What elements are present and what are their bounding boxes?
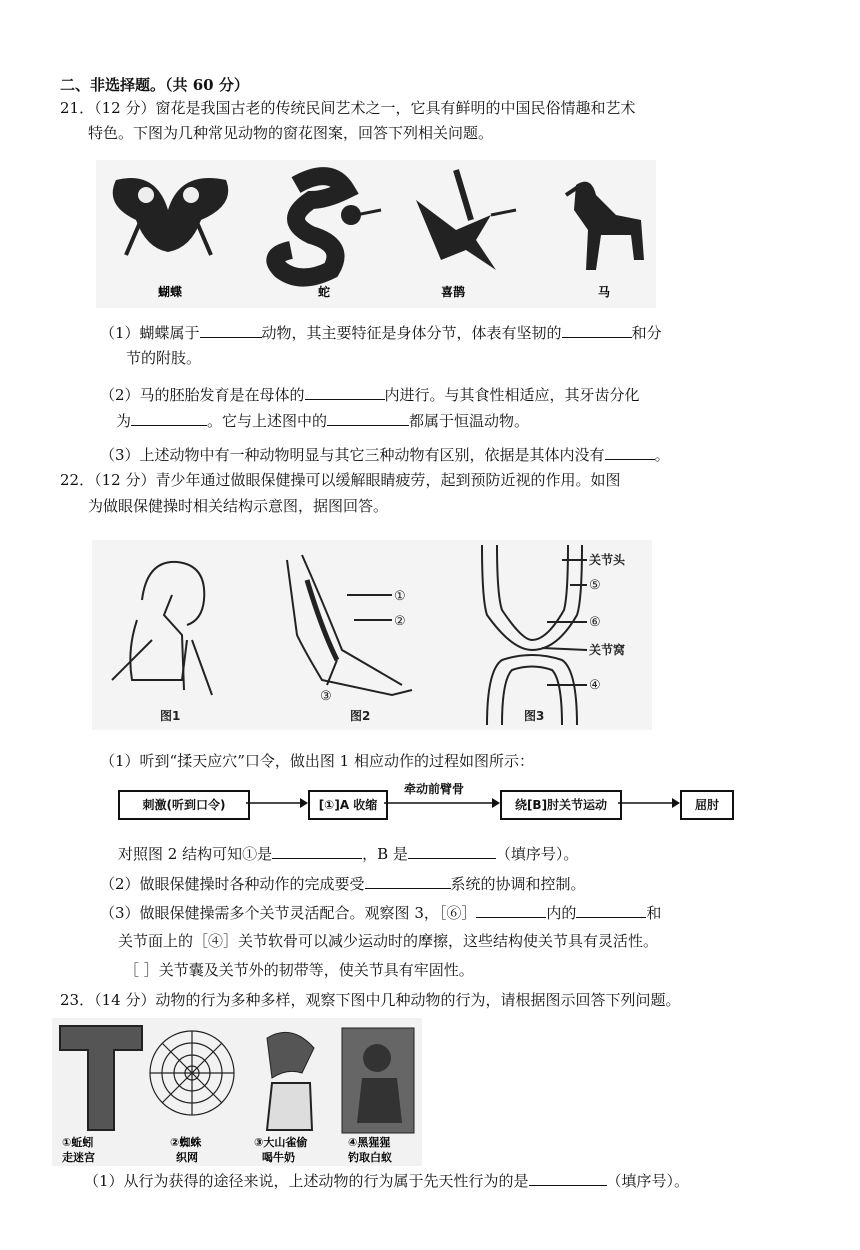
answer-blank[interactable]: [365, 874, 451, 889]
q21-stem-line2: 特色。下图为几种常见动物的窗花图案，回答下列相关问题。: [88, 124, 494, 142]
q22-stem-line1: 22．（12 分）青少年通过做眼保健操可以缓解眼睛疲劳，起到预防近视的作用。如图: [60, 471, 621, 489]
q22-part2: （2）做眼保健操时各种动作的完成要受 系统的协调和控制。: [100, 875, 586, 893]
q21-part1-line1: （1）蝴蝶属于 动物，其主要特征是身体分节，体表有坚韧的 和分: [100, 324, 662, 342]
q23-stem: 23．（14 分）动物的行为多种多样，观察下图中几种动物的行为，请根据图示回答下列问题。: [60, 991, 681, 1009]
section-heading: 二、非选择题。（共 60 分）: [60, 76, 249, 94]
caption-spider-1: ②蜘蛛: [170, 1136, 202, 1149]
q22-part3-line2: 关节面上的［④］关节软骨可以减少运动时的摩擦，这些结构使关节具有灵活性。: [118, 932, 659, 950]
fig2-mark-2: ②: [394, 614, 406, 629]
flow-box-elbow: 绕[B]肘关节运动: [500, 790, 622, 820]
q22-part1: （1）听到“揉天应穴”口令，做出图 1 相应动作的过程如图所示：: [100, 752, 534, 770]
q23-part1: （1）从行为获得的途径来说，上述动物的行为属于先天性行为的是 （填序号）。: [84, 1172, 690, 1190]
caption-spider-2: 织网: [176, 1151, 198, 1164]
answer-blank[interactable]: [272, 844, 362, 859]
q22-part3-line1: （3）做眼保健操需多个关节灵活配合。观察图 3，［⑥］ 内的 和: [100, 904, 662, 922]
flow-box-stimulus: 刺激(听到口令): [118, 790, 250, 820]
answer-blank[interactable]: [576, 903, 646, 918]
flow-arrow-label: 牵动前臂骨: [404, 782, 465, 796]
q21-part2-line1: （2）马的胚胎发育是在母体的 内进行。与其食性相适应，其牙齿分化: [100, 386, 640, 404]
fig3-mark-5: ⑤: [589, 578, 601, 593]
caption-bird-2: 喝牛奶: [262, 1151, 295, 1164]
flow-arrow-icon: [246, 795, 308, 811]
fig3-mark-6: ⑥: [589, 615, 601, 630]
chimpanzee-termites-icon: [342, 1028, 414, 1133]
answer-blank[interactable]: [605, 445, 655, 460]
q21-part2-line2: 为 。它与上述图中的 都属于恒温动物。: [116, 412, 530, 430]
fig3-label-joint-head: 关节头: [589, 553, 626, 567]
answer-blank[interactable]: [200, 323, 262, 338]
q22-part3-line3: ［ ］关节囊及关节外的韧带等，使关节具有牢固性。: [124, 961, 474, 979]
q21-part1-line2: 节的附肢。: [126, 349, 202, 367]
fig2-mark-3: ③: [320, 689, 332, 704]
fig3-mark-4: ④: [589, 678, 601, 693]
answer-blank[interactable]: [131, 411, 207, 426]
caption-bird-1: ③大山雀偷: [254, 1136, 308, 1149]
flow-box-contract: [①]A 收缩: [308, 790, 388, 820]
fig3-label-joint-socket: 关节窝: [589, 643, 626, 657]
fig3-caption: 图3: [524, 709, 545, 723]
caption-earthworm-2: 走迷宫: [62, 1151, 95, 1164]
butterfly-caption: 蝴蝶: [158, 285, 183, 299]
q22-part1-answer: 对照图 2 结构可知①是 ，B 是 （填序号）。: [118, 845, 579, 863]
answer-blank[interactable]: [327, 411, 409, 426]
answer-blank[interactable]: [408, 844, 496, 859]
flow-box-flex: 屈肘: [680, 790, 734, 820]
fig2-caption: 图2: [350, 709, 371, 723]
caption-chimp-1: ④黑猩猩: [348, 1136, 391, 1149]
q21-part3: （3）上述动物中有一种动物明显与其它三种动物有区别，依据是其体内没有 。: [100, 446, 670, 464]
fig2-mark-1: ①: [394, 589, 406, 604]
eye-exercise-structure-figure: [92, 540, 652, 730]
answer-blank[interactable]: [562, 323, 632, 338]
snake-caption: 蛇: [318, 285, 331, 299]
magpie-caption: 喜鹊: [441, 285, 466, 299]
spider-web-icon: [150, 1031, 234, 1115]
flow-arrow-icon: [618, 795, 680, 811]
q22-stem-line2: 为做眼保健操时相关结构示意图，据图回答。: [88, 497, 389, 515]
animal-behavior-figure: [52, 1018, 422, 1166]
fig1-caption: 图1: [160, 709, 181, 723]
answer-blank[interactable]: [529, 1171, 607, 1186]
paper-cut-animals-figure: [96, 160, 656, 308]
q21-stem-line1: 21．（12 分）窗花是我国古老的传统民间艺术之一，它具有鲜明的中国民俗情趣和艺术: [60, 99, 636, 117]
answer-blank[interactable]: [305, 385, 385, 400]
flow-arrow-icon: [384, 795, 500, 811]
answer-blank[interactable]: [476, 903, 546, 918]
horse-caption: 马: [598, 285, 611, 299]
caption-chimp-2: 钓取白蚁: [348, 1151, 392, 1164]
caption-earthworm-1: ①蚯蚓: [62, 1136, 94, 1149]
